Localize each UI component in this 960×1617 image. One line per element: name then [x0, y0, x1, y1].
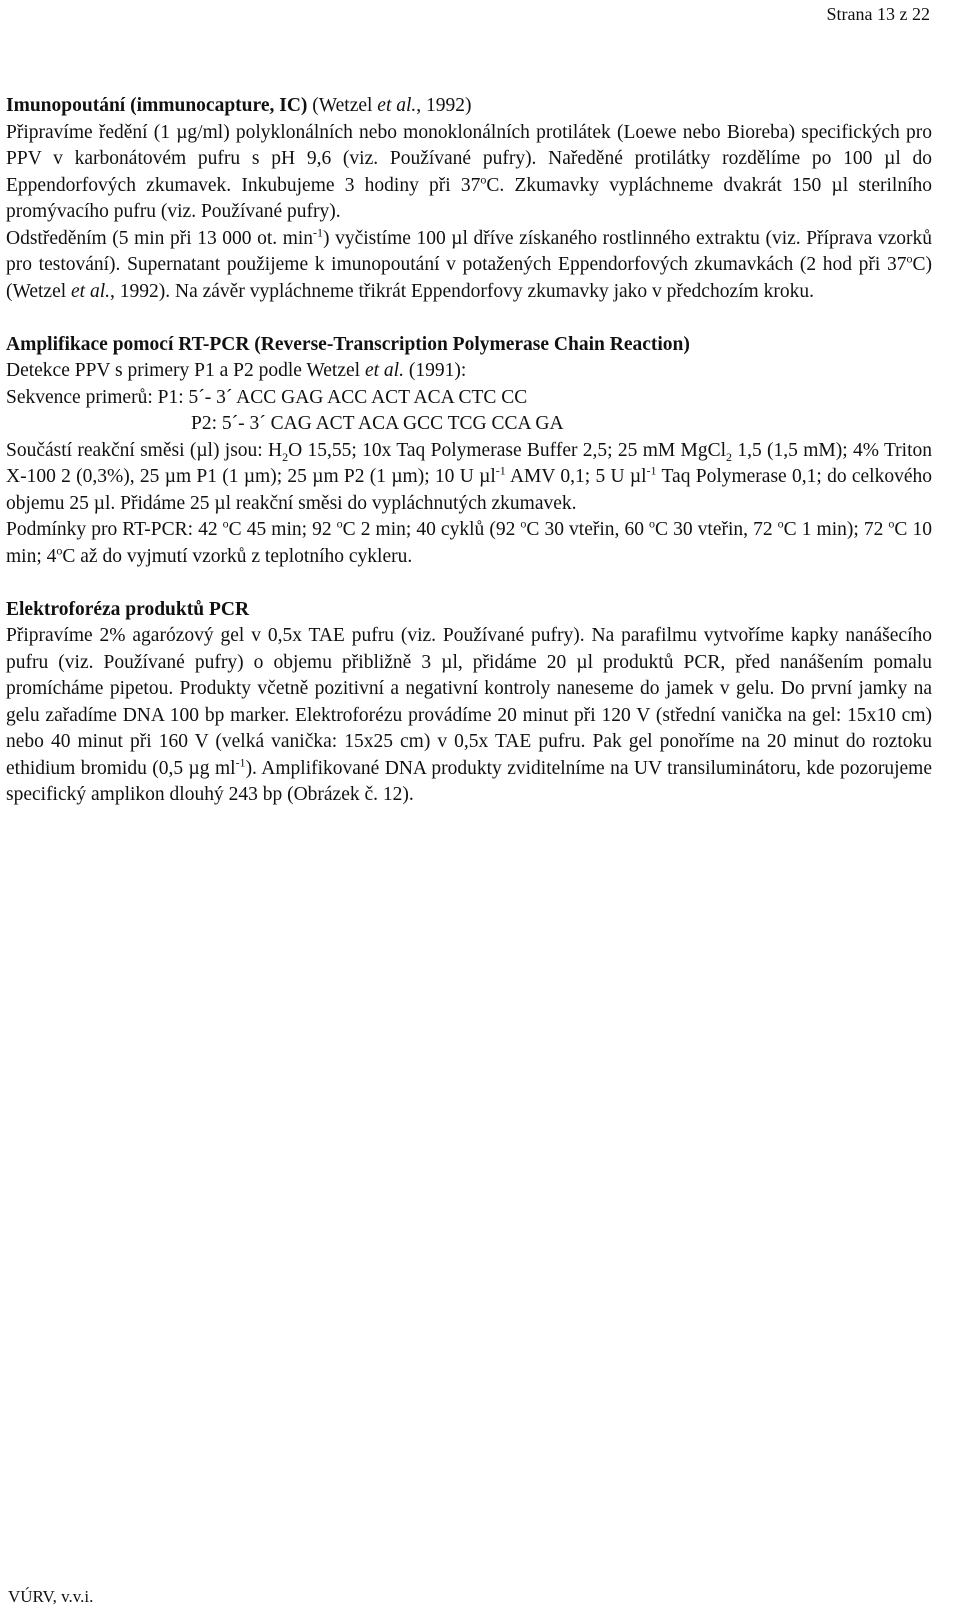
citation-etal: et al.: [71, 280, 111, 302]
citation-etal: et al.: [364, 360, 404, 381]
paragraph-text: Připravíme 2% agarózový gel v 0,5x TAE pufru (viz. Používané pufry). Na parafilmu vytvoříme kapky nanášecího pufru (viz. Používané pufry) o objemu přibližně 3 µl, přidáme 20 µl produktů PCR, před nanášením pomalu promícháme pipetou. Produkty včetně pozitivní a negativní kontroly naneseme do jamek v gelu. Do první jamky na gelu zařadíme DNA 100 bp marker. Elektroforézu provádíme 20 minut při 120 V (střední vanička na gel: 15x10 cm) nebo 40 minut při 160 V (velká vanička: 15x25 cm) v 0,5x TAE pufru. Pak gel ponoříme na 20 minut do roztoku ethidium bromidu (0,5 µg ml: [6, 625, 932, 779]
paragraph-text: C až do vyjmutí vzorků z teplotního cykleru.: [62, 545, 413, 567]
section-rt-pcr: [6, 332, 932, 571]
paragraph-text: Detekce PPV s primery P1 a P2 podle Wetzel: [6, 360, 365, 381]
primer-sequence-p2: P2: 5´- 3´ CAG ACT ACA GCC TCG CCA GA: [191, 413, 564, 434]
section-immunocapture-heading: [6, 93, 932, 120]
exponent-superscript: -1: [646, 463, 657, 478]
rt-pcr-conditions-paragraph: [6, 517, 932, 570]
electrophoresis-paragraph: [6, 623, 932, 809]
paragraph-text: C 45 min; 92: [228, 519, 337, 540]
paragraph-text: C 1 min); 72: [783, 519, 889, 540]
degree-superscript: o: [906, 251, 913, 266]
section-electrophoresis: [6, 597, 932, 809]
citation-year: , 1992): [416, 95, 472, 116]
citation-text: (Wetzel: [307, 95, 378, 116]
paragraph-text: (1991):: [403, 360, 467, 381]
reaction-mix-paragraph: [6, 438, 932, 518]
paragraph-text: Připravíme ředění (1 µg/ml) polyklonálních nebo monoklonálních protilátek (Loewe nebo Bioreba) specifických pro PPV v karbonátovém pufru s pH 9,6 (viz. Používané pufry). Naředěné protilátky rozdělíme po 100 µl do Eppendorfových zkumavek. Inkubujeme 3 hodiny při 37: [6, 121, 932, 196]
paragraph-text: C) (Wetzel: [6, 254, 932, 302]
paragraph-text: C. Zkumavky vypláchneme dvakrát 150 µl sterilního promývacího pufru (viz. Používané pufry).: [6, 174, 933, 222]
degree-superscript: o: [480, 172, 487, 186]
immunocapture-paragraph-2: [6, 226, 932, 306]
paragraph-text: Podmínky pro RT-PCR: 42: [6, 519, 223, 540]
paragraph-text: 1,5 (1,5 mM); 4% Triton X-100 2 (0,3%), 25 µm P1 (1 µm); 25 µm P2 (1 µm); 10 U µl: [6, 439, 932, 487]
paragraph-text: ). Amplifikované DNA produkty zviditelníme na UV transiluminátoru, kde pozorujeme specifický amplikon dlouhý 243 bp (Obrázek č. 12).: [6, 757, 932, 805]
heading-text: Imunopoutání (immunocapture, IC): [6, 95, 308, 116]
paragraph-text: C 10 min; 4: [6, 519, 932, 567]
paragraph-text: Taq Polymerase 0,1; do celkového objemu 25 µl. Přidáme 25 µl reakční směsi do vypláchnutých zkumavek.: [6, 466, 932, 514]
exponent-superscript: -1: [313, 225, 324, 239]
section-rt-pcr-heading: Amplifikace pomocí RT-PCR (Reverse-Transcription Polymerase Chain Reaction): [6, 333, 690, 355]
exponent-superscript: -1: [495, 463, 506, 478]
page-footer: VÚRV, v.v.i.: [8, 1587, 94, 1606]
primer-sequence-p1: Sekvence primerů: P1: 5´- 3´ ACC GAG ACC ACT ACA CTC CC: [6, 386, 528, 408]
degree-superscript: o: [777, 516, 784, 531]
degree-superscript: o: [888, 516, 895, 531]
immunocapture-paragraph-1: [6, 120, 932, 226]
subscript: 2: [726, 449, 733, 464]
subscript: 2: [282, 449, 289, 464]
paragraph-text: , 1992). Na závěr vypláchneme třikrát Eppendorfovy zkumavky jako v předchozím kroku.: [110, 280, 814, 302]
paragraph-text: AMV 0,1; 5 U µl: [505, 466, 647, 487]
paragraph-text: ) vyčistíme 100 µl dříve získaného rostlinného extraktu (viz. Příprava vzorků pro testování). Supernatant použijeme k imunopoutání v potažených Eppendorfových zkumavkách (2 hod při 37: [6, 227, 932, 275]
paragraph-text: O 15,55; 10x Taq Polymerase Buffer 2,5; 25 mM MgCl: [288, 439, 727, 461]
section-immunocapture: [6, 93, 932, 305]
section-spacer: [6, 570, 932, 597]
section-spacer: [6, 305, 932, 332]
degree-superscript: o: [520, 516, 527, 531]
paragraph-text: C 30 vteřin, 72: [655, 519, 778, 540]
paragraph-text: Odstředěním (5 min při 13 000 ot. min: [6, 227, 314, 249]
citation-etal: et al.: [377, 95, 417, 116]
section-electrophoresis-heading: Elektroforéza produktů PCR: [6, 598, 250, 620]
paragraph-text: Součástí reakční směsi (µl) jsou: H: [6, 439, 283, 461]
degree-superscript: o: [649, 516, 656, 531]
degree-superscript: o: [222, 516, 229, 531]
degree-superscript: o: [336, 516, 343, 531]
paragraph-text: C 30 vteřin, 60: [526, 519, 650, 540]
degree-superscript: o: [56, 543, 63, 557]
document-body: [6, 93, 932, 809]
page-number: Strana 13 z 22: [826, 4, 930, 24]
paragraph-text: C 2 min; 40 cyklů (92: [342, 519, 521, 540]
detection-line: [6, 358, 932, 385]
exponent-superscript: -1: [235, 755, 246, 769]
